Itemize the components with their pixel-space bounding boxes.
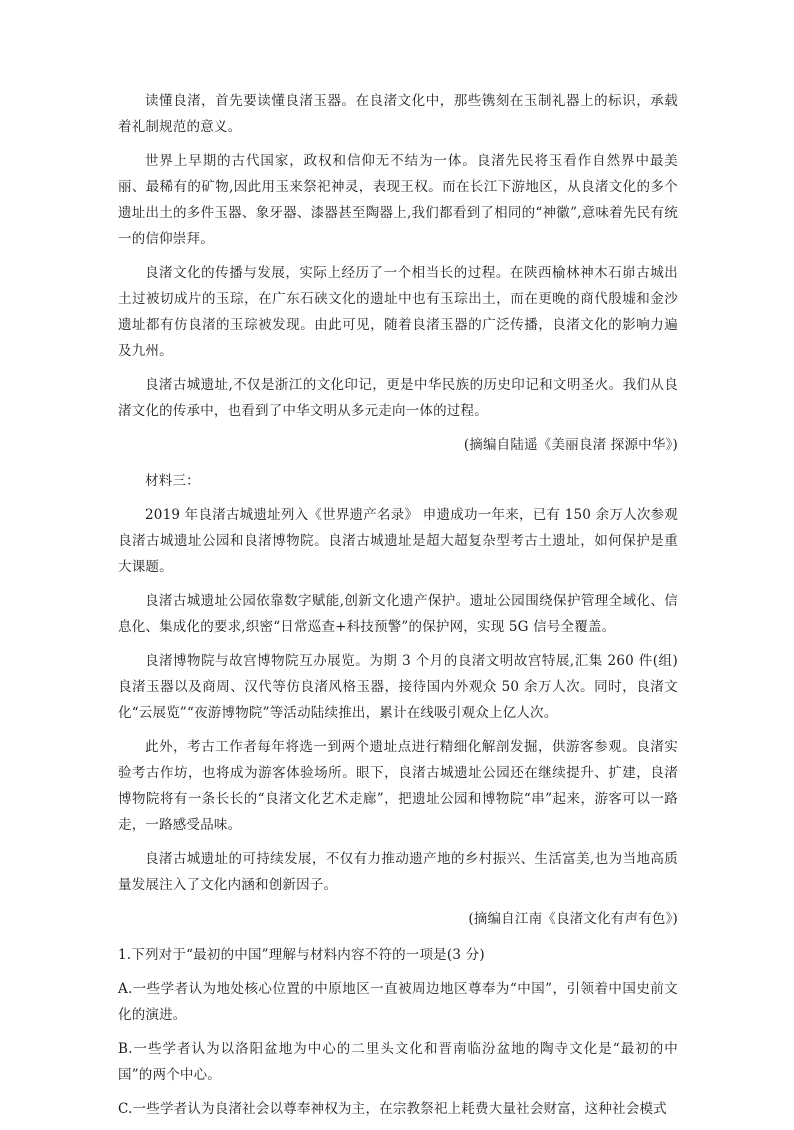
paragraph-heritage: 良渚古城遗址,不仅是浙江的文化印记，更是中华民族的历史印记和文明圣火。我们从良渚文化的传承中，也看到了中华文明从多元走向一体的过程。 <box>118 377 678 419</box>
material-three-label: 材料三： <box>145 473 200 489</box>
paragraph-exhibitions: 良渚博物院与故宫博物院互办展览。为期 3 个月的良渚文明故宫特展,汇集 260 件(组)良渚玉器以及商周、汉代等仿良渚风格玉器，接待国内外观众 50 余万人次。同时，良渚文化“云展览”“夜游博物院”等活动陆续推出，累计在线吸引观众上亿人次。 <box>118 653 678 721</box>
question-1-option-c: C.一些学者认为良渚社会以尊奉神权为主，在宗教祭祀上耗费大量社会财富，这种社会模式 <box>118 1101 667 1117</box>
question-1-option-a: A.一些学者认为地处核心位置的中原地区一直被周边地区尊奉为“中国”，引领着中国史前文化的演进。 <box>118 981 678 1023</box>
paragraph-sustainable: 良渚古城遗址的可持续发展，不仅有力推动遗产地的乡村振兴、生活富美,也为当地高质量发展注入了文化内涵和创新因子。 <box>118 851 678 893</box>
paragraph-jade-intro: 读懂良渚，首先要读懂良渚玉器。在良渚文化中，那些镌刻在玉制礼器上的标识，承载着礼制规范的意义。 <box>118 93 678 135</box>
paragraph-excavation: 此外，考古工作者每年将选一到两个遗址点进行精细化解剖发掘，供游客参观。良渚实验考古作坊，也将成为游客体验场所。眼下，良渚古城遗址公园还在继续提升、扩建，良渚博物院将有一条长长的“良渚文化艺术走廊”，把遗址公园和博物院“串”起来，游客可以一路走，一路感受品味。 <box>118 739 678 833</box>
source-citation-3: (摘编自江南《良渚文化有声有色》) <box>468 911 678 927</box>
source-citation-2: (摘编自陆遥《美丽良渚 探源中华》) <box>463 437 678 453</box>
paragraph-spread: 良渚文化的传播与发展，实际上经历了一个相当长的过程。在陕西榆林神木石峁古城出土过被切成片的玉琮，在广东石硖文化的遗址中也有玉琮出土，而在更晚的商代殷墟和金沙遗址都有仿良渚的玉琮被发现。由此可见，随着良渚玉器的广泛传播，良渚文化的影响力遍及九州。 <box>118 265 678 359</box>
paragraph-faith-power: 世界上早期的古代国家，政权和信仰无不结为一体。良渚先民将玉看作自然界中最美丽、最稀有的矿物,因此用玉来祭祀神灵，表现王权。而在长江下游地区，从良渚文化的多个遗址出土的多件玉器、象牙器、漆器甚至陶器上,我们都看到了相同的“神徽”,意味着先民有统一的信仰崇拜。 <box>118 153 678 247</box>
paragraph-digital-protection: 良渚古城遗址公园依靠数字赋能,创新文化遗产保护。遗址公园围绕保护管理全域化、信息化、集成化的要求,织密“日常巡查+科技预警”的保护网，实现 5G 信号全覆盖。 <box>118 593 678 635</box>
question-1-option-b: B.一些学者认为以洛阳盆地为中心的二里头文化和晋南临汾盆地的陶寺文化是“最初的中国”的两个中心。 <box>118 1041 678 1083</box>
document-page <box>118 88 678 1130</box>
question-1-stem: 1.下列对于“最初的中国”理解与材料内容不符的一项是(3 分) <box>118 947 485 963</box>
paragraph-world-heritage: 2019 年良渚古城遗址列入《世界遗产名录》 申遗成功一年来，已有 150 余万人次参观良渚古城遗址公园和良渚博物院。良渚古城遗址是超大超复杂型考古土遗址，如何保护是重大课题。 <box>118 507 678 575</box>
